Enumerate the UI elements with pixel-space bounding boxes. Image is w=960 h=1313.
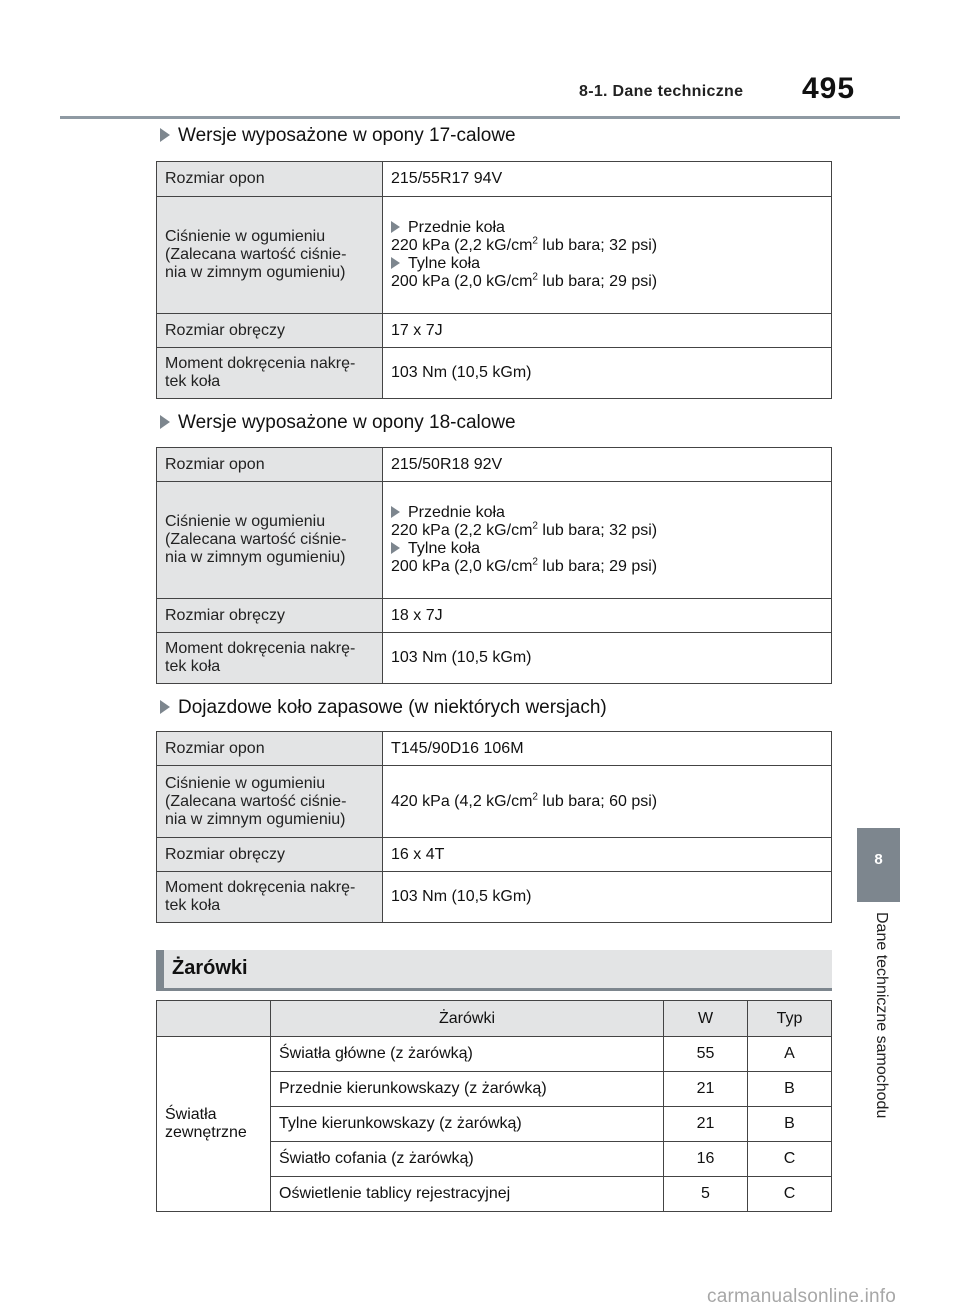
torque-value: 103 Nm (10,5 kGm) (383, 633, 832, 684)
table-row (157, 448, 832, 482)
triangle-bullet-icon (160, 415, 170, 429)
table-row (157, 314, 832, 348)
bulb-type: B (748, 1072, 832, 1107)
torque-value: 103 Nm (10,5 kGm) (383, 348, 832, 399)
rear-pressure-value: 200 kPa (2,0 $kG/cm^2$ lub bara; 29 psi) (391, 271, 658, 290)
section-heading-18: Wersje wyposażone w opony 18-calowe (160, 412, 516, 434)
rim-size-value: 16 x 4T (383, 838, 832, 872)
bulb-name: Tylne kierunkowskazy (z żarówką) (271, 1107, 664, 1142)
table-row (157, 197, 832, 314)
chapter-side-label: Dane techniczne samochodu (873, 912, 890, 1119)
table-row (157, 872, 832, 923)
pressure-label: Ciśnienie w ogumieniu (Zalecana wartość ciśnie- nia w zimnym ogumieniu) (157, 766, 383, 838)
chapter-tab (857, 828, 900, 902)
triangle-bullet-icon (391, 221, 400, 233)
table-row (157, 482, 832, 599)
front-pressure-value: 220 kPa (2,2 $kG/cm^2$ lub bara; 32 psi) (391, 235, 658, 254)
triangle-bullet-icon (160, 700, 170, 714)
rim-size-value: 18 x 7J (383, 599, 832, 633)
spec-table-18 (156, 447, 832, 684)
bulbs-table (156, 1000, 832, 1212)
chapter-number: 8 (874, 851, 883, 868)
column-header-w: W (664, 1001, 748, 1037)
table-row (157, 766, 832, 838)
triangle-bullet-icon (160, 128, 170, 142)
rear-wheels-item: Tylne koła (391, 540, 823, 558)
rim-size-label: Rozmiar obręczy (157, 599, 383, 633)
front-pressure-value: 220 kPa (2,2 $kG/cm^2$ lub bara; 32 psi) (391, 520, 658, 539)
pressure-value (383, 197, 832, 314)
bulb-name: Światła główne (z żarówką) (271, 1037, 664, 1072)
column-header-empty (157, 1001, 271, 1037)
bulbs-title: Żarówki (172, 957, 248, 979)
table-row (157, 1037, 832, 1072)
page-number: 495 (802, 72, 856, 105)
pressure-value (383, 482, 832, 599)
bulb-type: A (748, 1037, 832, 1072)
bulb-name: Przednie kierunkowskazy (z żarówką) (271, 1072, 664, 1107)
section-title: 8-1. Dane techniczne (579, 83, 744, 100)
bulb-type: C (748, 1177, 832, 1212)
front-wheels-item: Przednie koła (391, 504, 823, 522)
rim-size-label: Rozmiar obręczy (157, 838, 383, 872)
watermark: carmanualsonline.info (707, 1286, 897, 1307)
bulb-watts: 5 (664, 1177, 748, 1212)
bulb-watts: 55 (664, 1037, 748, 1072)
front-wheels-item: Przednie koła (391, 219, 823, 237)
pressure-label: Ciśnienie w ogumieniu (Zalecana wartość ciśnie- nia w zimnym ogumieniu) (157, 482, 383, 599)
spec-table-17 (156, 161, 832, 399)
table-row (157, 732, 832, 766)
tire-size-label: Rozmiar opon (157, 448, 383, 482)
bulb-name: Oświetlenie tablicy rejestracyjnej (271, 1177, 664, 1212)
bulb-watts: 21 (664, 1107, 748, 1142)
bulb-type: C (748, 1142, 832, 1177)
triangle-bullet-icon (391, 257, 400, 269)
pressure-label: Ciśnienie w ogumieniu (Zalecana wartość ciśnie- nia w zimnym ogumieniu) (157, 197, 383, 314)
bulb-watts: 21 (664, 1072, 748, 1107)
bulb-watts: 16 (664, 1142, 748, 1177)
table-header-row (157, 1001, 832, 1037)
triangle-bullet-icon (391, 506, 400, 518)
tire-size-value: 215/55R17 94V (383, 162, 832, 197)
tire-size-label: Rozmiar opon (157, 732, 383, 766)
tire-size-value: T145/90D16 106M (383, 732, 832, 766)
bulb-type: B (748, 1107, 832, 1142)
column-header-type: Typ (748, 1001, 832, 1037)
section-heading-spare: Dojazdowe koło zapasowe (w niektórych wersjach) (160, 697, 607, 719)
torque-label: Moment dokręcenia nakrę- tek koła (157, 872, 383, 923)
rim-size-label: Rozmiar obręczy (157, 314, 383, 348)
pressure-value: 420 kPa (4,2 $kG/cm^2$ lub bara; 60 psi) (383, 766, 832, 838)
spec-table-spare (156, 731, 832, 923)
bulb-name: Światło cofania (z żarówką) (271, 1142, 664, 1177)
rear-wheels-item: Tylne koła (391, 255, 823, 273)
table-row (157, 162, 832, 197)
torque-value: 103 Nm (10,5 kGm) (383, 872, 832, 923)
section-heading-17: Wersje wyposażone w opony 17-calowe (160, 125, 516, 147)
rim-size-value: 17 x 7J (383, 314, 832, 348)
table-row (157, 348, 832, 399)
rear-pressure-value: 200 kPa (2,0 $kG/cm^2$ lub bara; 29 psi) (391, 556, 658, 575)
torque-label: Moment dokręcenia nakrę- tek koła (157, 348, 383, 399)
table-row (157, 633, 832, 684)
column-header-bulbs: Żarówki (271, 1001, 664, 1037)
triangle-bullet-icon (391, 542, 400, 554)
torque-label: Moment dokręcenia nakrę- tek koła (157, 633, 383, 684)
group-label: Światła zewnętrzne (157, 1037, 271, 1212)
table-row (157, 838, 832, 872)
bulbs-section-header (156, 950, 832, 991)
tire-size-value: 215/50R18 92V (383, 448, 832, 482)
tire-size-label: Rozmiar opon (157, 162, 383, 197)
section-accent-bar (156, 950, 164, 988)
table-row (157, 599, 832, 633)
page-header (60, 74, 900, 119)
